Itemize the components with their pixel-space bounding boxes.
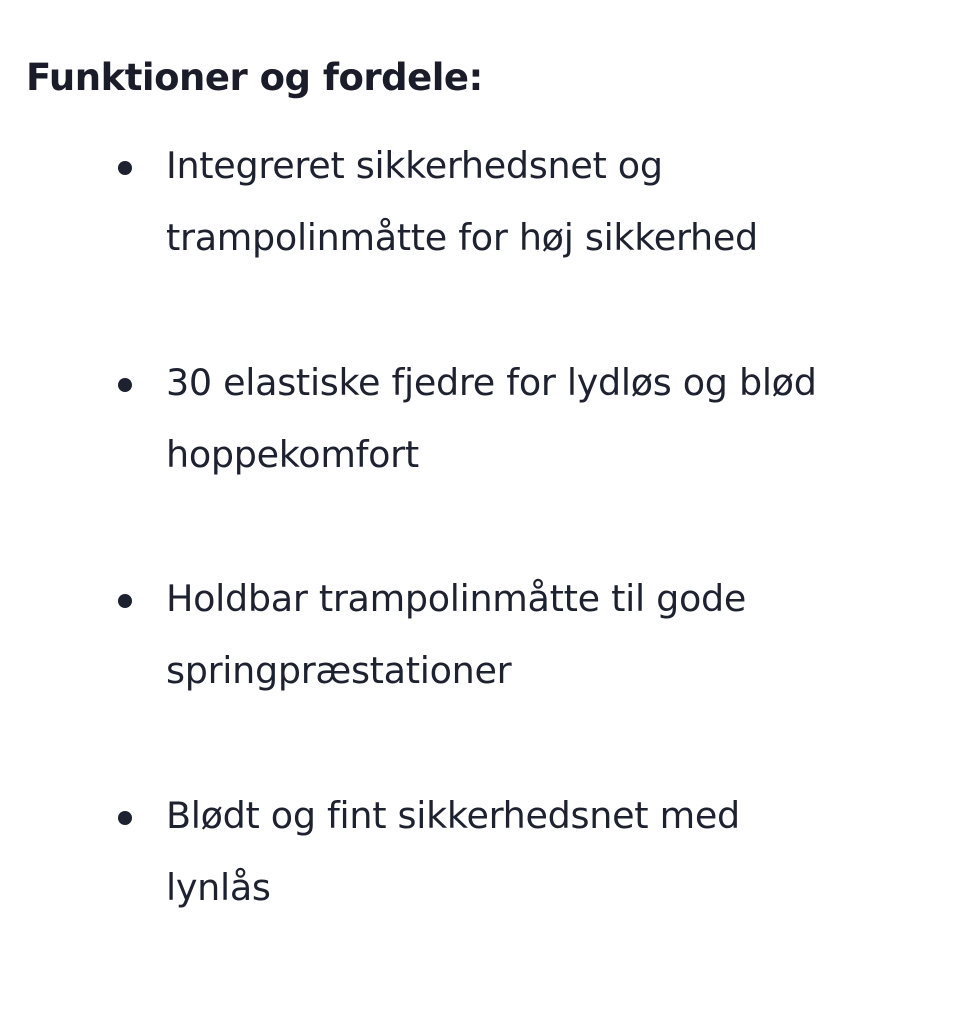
bullet-icon — [118, 594, 132, 608]
list-item-line: hoppekomfort — [166, 433, 419, 476]
list-item-text — [166, 780, 936, 924]
list-item-line: lynlås — [166, 866, 271, 909]
features-section — [26, 52, 946, 909]
list-item-line: Blødt og fint sikkerhedsnet med — [166, 794, 740, 837]
list-item-line: springpræstationer — [166, 649, 512, 692]
bullet-icon — [118, 378, 132, 392]
bullet-icon — [118, 161, 132, 175]
list-item-line: trampolinmåtte for høj sikkerhed — [166, 216, 758, 259]
list-item-text — [166, 130, 936, 274]
list-item-line: Integreret sikkerhedsnet og — [166, 144, 663, 187]
list-item-text — [166, 563, 936, 707]
features-heading: Funktioner og fordele: — [26, 56, 483, 99]
list-item-line: Holdbar trampolinmåtte til gode — [166, 577, 747, 620]
bullet-icon — [118, 811, 132, 825]
list-item-text — [166, 347, 936, 491]
list-item-line: 30 elastiske fjedre for lydløs og blød — [166, 361, 817, 404]
